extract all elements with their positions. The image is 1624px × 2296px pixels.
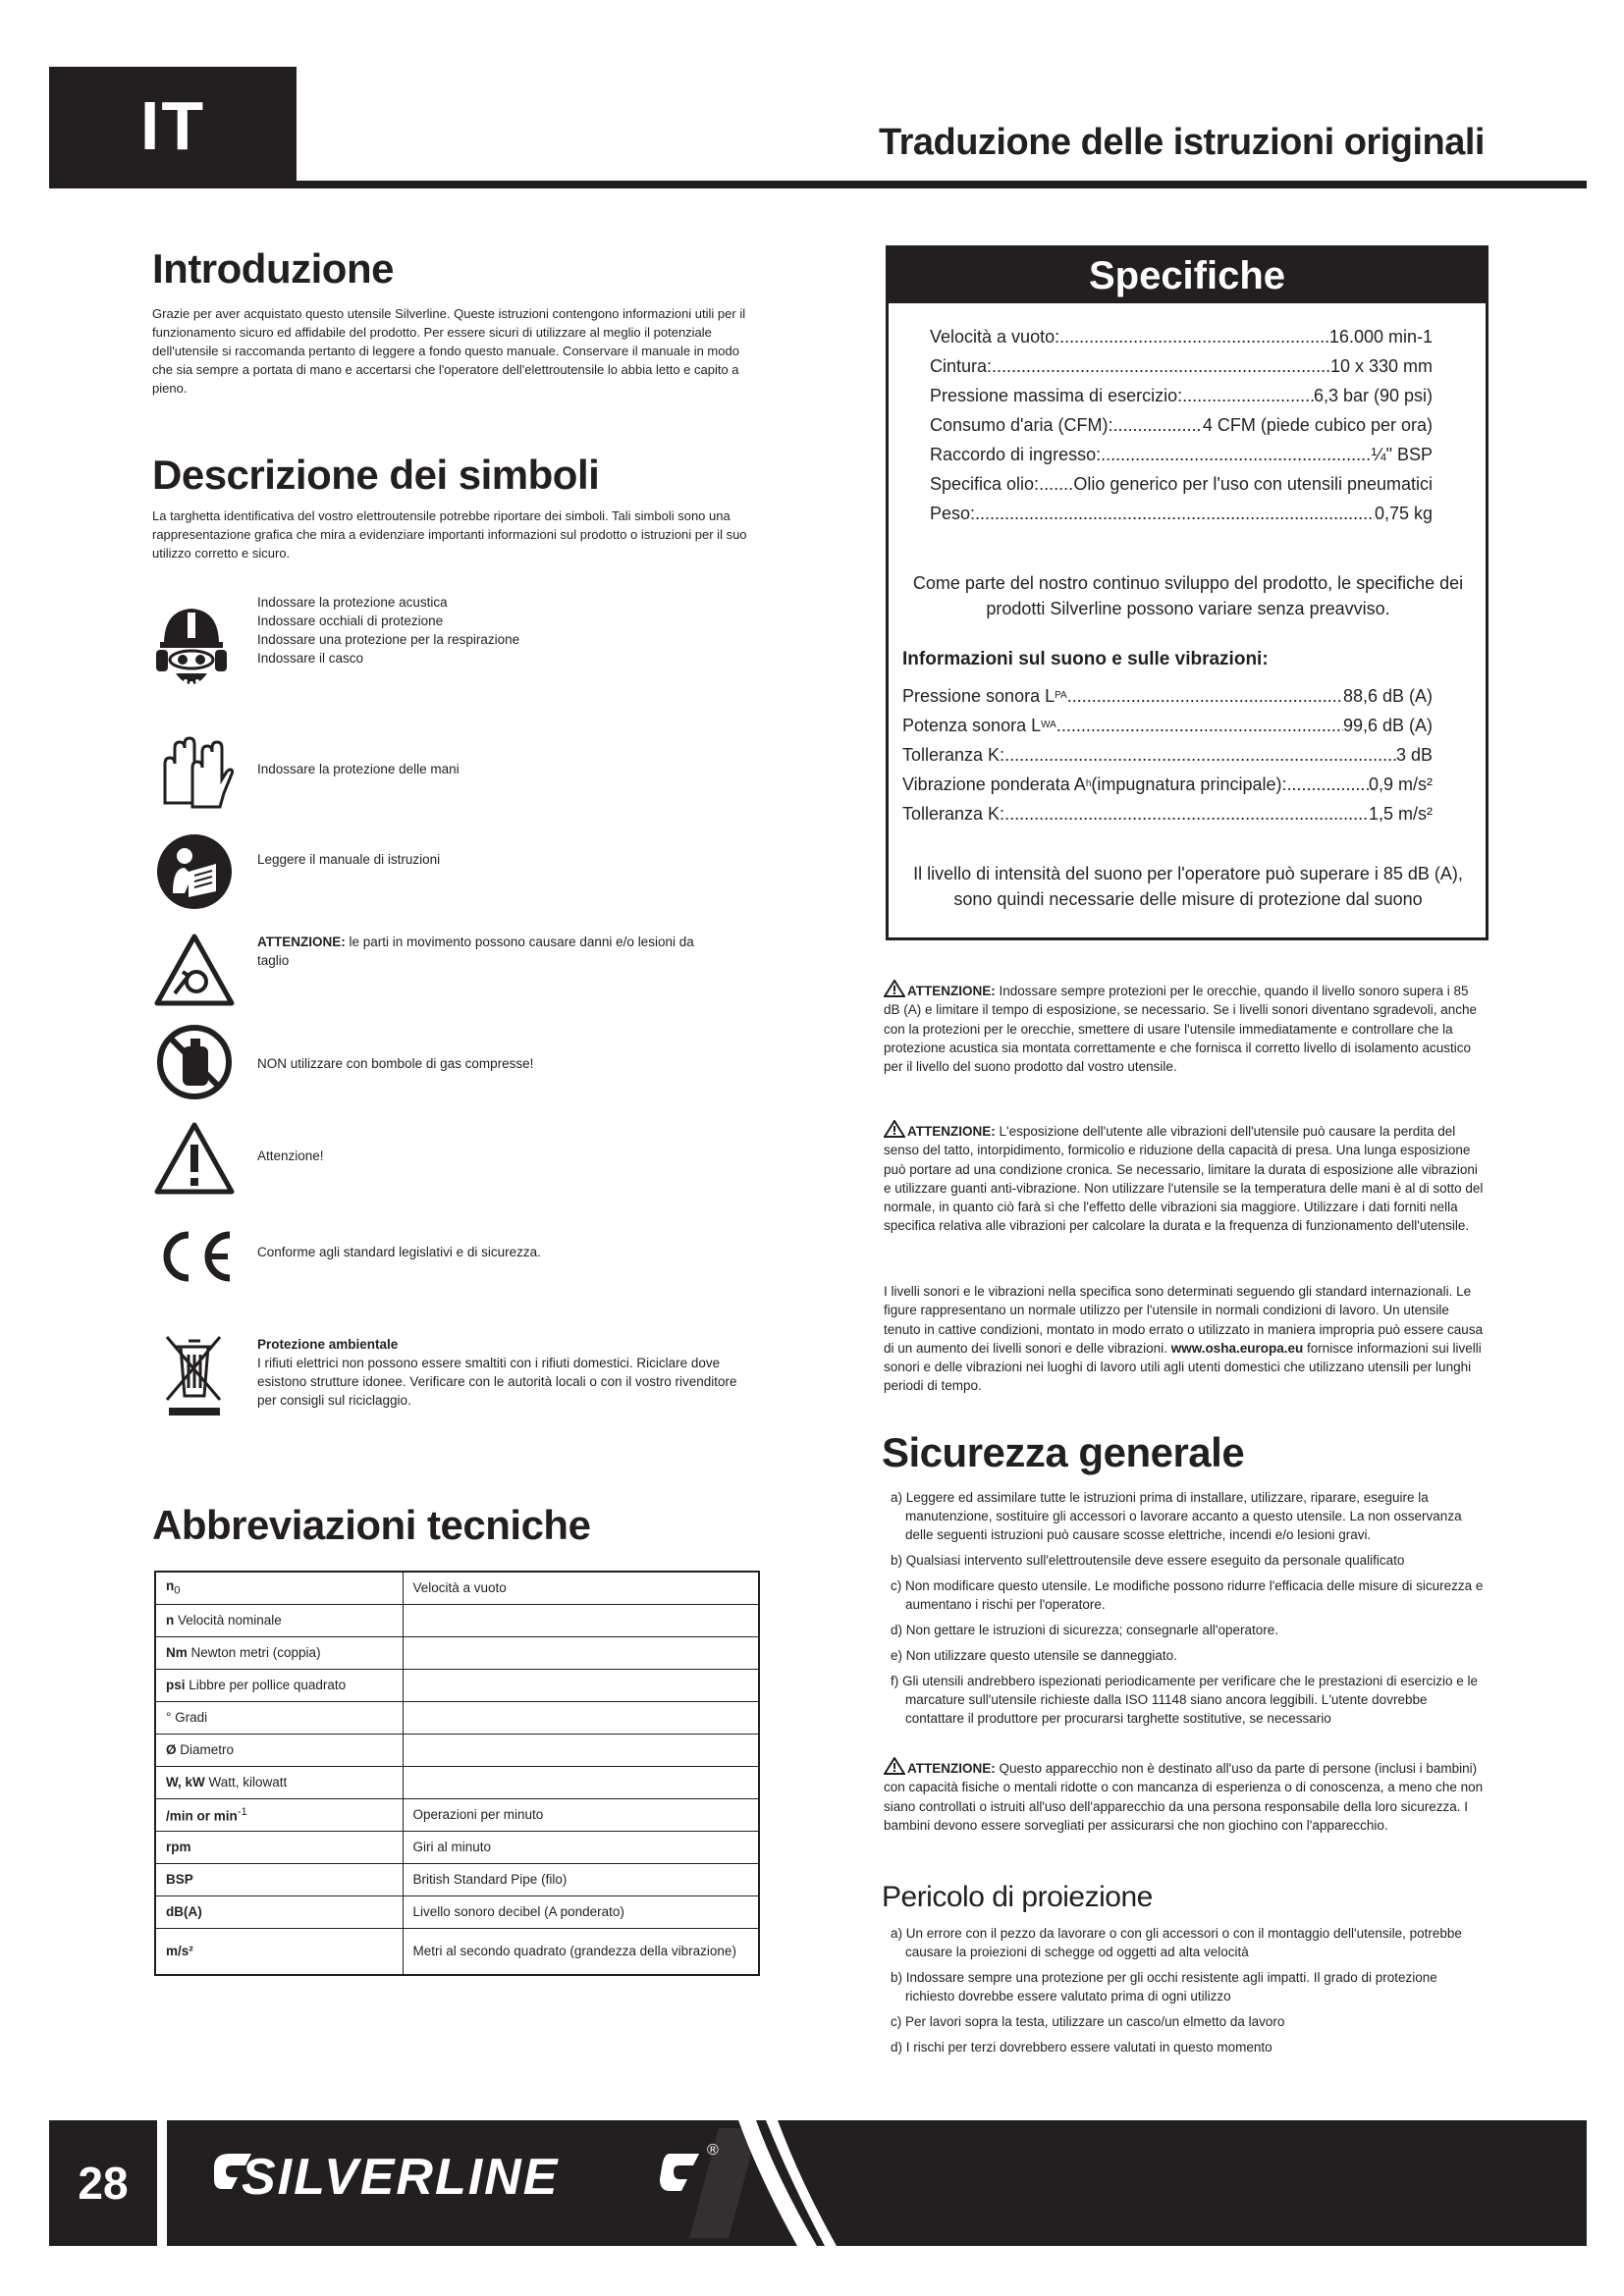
warning-triangle-icon bbox=[884, 980, 905, 997]
abbr-value: Operazioni per minuto bbox=[403, 1798, 759, 1831]
sound-note: Il livello di intensità del suono per l'operatore può superare i 85 dB (A), sono quindi necessarie delle misure di protezione dal suono bbox=[913, 864, 1463, 909]
sound-subscript: WA bbox=[1041, 720, 1056, 730]
gloves-text: Indossare la protezione delle mani bbox=[257, 762, 460, 776]
ce-mark-icon bbox=[153, 1227, 236, 1286]
list-item: c) Per lavori sopra la testa, utilizzare un casco/un elmetto da lavoro bbox=[891, 2014, 1285, 2029]
list-item: a) Un errore con il pezzo da lavorare o con gli accessori o con il montaggio dell'utensile, potrebbe causare la proiezioni di schegge od oggetti ad alta velocità bbox=[891, 1926, 1462, 1959]
osha-text: fornisce informazioni sui livelli sonori e delle vibrazioni nei luoghi di lavoro utili agli utenti domestici che utilizzano utensili per lunghi periodi di tempo. bbox=[884, 1340, 1482, 1394]
page-header-title: Traduzione delle istruzioni originali bbox=[878, 122, 1485, 163]
abbr-term bbox=[155, 1604, 403, 1636]
abbr-desc: Diametro bbox=[176, 1742, 235, 1757]
leader-dots bbox=[1182, 384, 1314, 407]
abbr-value bbox=[403, 1701, 759, 1734]
attention-icon bbox=[153, 1121, 236, 1196]
list-item: e) Non utilizzare questo utensile se danneggiato. bbox=[891, 1648, 1177, 1663]
footer-swoosh bbox=[699, 2120, 837, 2246]
environment-title: Protezione ambientale bbox=[257, 1337, 399, 1352]
ppe-line: Indossare la protezione acustica bbox=[257, 595, 448, 610]
abbr-term bbox=[155, 1701, 403, 1734]
abbr-term bbox=[155, 1669, 403, 1701]
spec-value: 16.000 min-1 bbox=[1328, 327, 1433, 347]
page-number: 28 bbox=[49, 2120, 157, 2246]
abbr-term bbox=[155, 1798, 403, 1831]
spec-row bbox=[930, 413, 1433, 437]
moving-parts-warning-icon bbox=[153, 933, 236, 1007]
spec-label: Raccordo di ingresso: bbox=[930, 445, 1102, 464]
weee-bin-icon bbox=[159, 1331, 228, 1419]
spec-label: Peso: bbox=[930, 504, 976, 523]
abbr-desc: Newton metri (coppia) bbox=[187, 1645, 321, 1660]
spec-label: Velocità a vuoto: bbox=[930, 327, 1060, 347]
warning-triangle-icon bbox=[884, 1757, 905, 1775]
safety-warning-text: Questo apparecchio non è destinato all'uso da parte di persone (inclusi i bambini) con capacità fisiche o mentali ridotte o con mancanza di esperienza o di conoscenza, a meno che non siano controllati o istruiti all'uso dell'apparecchio da una persona responsabile della loro sicurezza. I bambini devono essere sorvegliati per assicurarsi che non giochino con l'apparecchio. bbox=[884, 1761, 1484, 1833]
spec-value: 10 x 330 mm bbox=[1329, 356, 1433, 376]
gloves-icon bbox=[155, 734, 234, 813]
leader-dots bbox=[975, 502, 1375, 525]
warning-triangle-icon bbox=[884, 1120, 905, 1138]
abbr-desc: Libbre per pollice quadrato bbox=[185, 1678, 347, 1692]
table-row bbox=[155, 1766, 759, 1798]
abbr-symbol: W, kW bbox=[166, 1775, 205, 1789]
spec-note: Come parte del nostro continuo sviluppo del prodotto, le specifiche dei prodotti Silverline possono variare senza preavviso. bbox=[912, 573, 1464, 618]
standards-note bbox=[884, 1282, 1485, 1396]
spec-label: Cintura: bbox=[930, 356, 993, 376]
table-row bbox=[155, 1928, 759, 1975]
abbr-term bbox=[155, 1572, 403, 1604]
spec-value: 6,3 bar (90 psi) bbox=[1313, 386, 1433, 405]
abbr-desc: Velocità nominale bbox=[174, 1613, 282, 1628]
leader-dots bbox=[992, 354, 1330, 378]
leader-dots bbox=[1112, 413, 1202, 437]
table-row bbox=[155, 1798, 759, 1831]
no-gas-cylinder-icon bbox=[155, 1023, 234, 1101]
abbr-term bbox=[155, 1928, 403, 1975]
warning-vibration-text: L'esposizione dell'utente alle vibrazioni dell'utensile può causare la perdita del senso del tatto, intorpidimento, formicolio e riduzione della capacità di presa. Una lunga esposizione può portare ad una condizione cronica. Se necessario, limitare la durata di esposizione alle vibrazioni e utilizzare guanti anti-vibrazione. Non utilizzare l'utensile se la temperatura delle mani è al di sotto del normale, in quanto ciò farà sì che l'effetto delle vibrazioni sia maggiore. Utilizzare i dati forniti nella specifica relativa alle vibrazioni per calcolare la durata e la frequenza di funzionamento dell'utensile. bbox=[884, 1124, 1484, 1234]
abbr-term bbox=[155, 1766, 403, 1798]
spec-row bbox=[930, 502, 1433, 525]
list-item: a) Leggere ed assimilare tutte le istruzioni prima di installare, utilizzare, riparare, eseguire la manutenzione, sostituire gli accessori o lavorare accanto a questo utensile. La non osservanza delle seguenti istruzioni può causare scosse elettriche, incendi e/o lesioni gravi. bbox=[891, 1490, 1462, 1542]
abbr-value: Metri al secondo quadrato (grandezza della vibrazione) bbox=[403, 1928, 759, 1975]
warning-vibration-label: ATTENZIONE: bbox=[907, 1124, 996, 1139]
sound-label: Vibrazione ponderata A bbox=[902, 774, 1086, 794]
table-row bbox=[155, 1701, 759, 1734]
brand-name: SILVERLINE bbox=[242, 2149, 560, 2206]
intro-text: Grazie per aver acquistato questo utensile Silverline. Queste istruzioni contengono informazioni utili per il funzionamento sicuro ed affidabile del prodotto. Per essere sicuri di utilizzare al meglio il potenziale dell'utensile si raccomanda pertanto di leggere a fondo questo manuale. Conservare il manuale in modo che sia sempre a portata di mano e accertarsi che l'operatore dell'elettroutensile lo abbia letto e capito a pieno. bbox=[152, 306, 746, 396]
abbr-subscript: 0 bbox=[174, 1585, 181, 1598]
environment-text bbox=[257, 1335, 748, 1410]
safety-list bbox=[884, 1488, 1485, 1735]
environment-desc: I rifiuti elettrici non possono essere smaltiti con i rifiuti domestici. Riciclare dove esistono strutture idonee. Verificare con le autorità locali o con il vostro rivenditore per consigli sul riciclaggio. bbox=[257, 1356, 737, 1408]
sound-value: 3 dB bbox=[1395, 745, 1433, 765]
list-item: d) Non gettare le istruzioni di sicurezza; consegnarle all'operatore. bbox=[891, 1623, 1279, 1637]
abbr-symbol: psi bbox=[166, 1678, 186, 1692]
attention-text: Attenzione! bbox=[257, 1148, 324, 1163]
sound-label-extra: (impugnatura principale): bbox=[1091, 774, 1287, 794]
spec-value: 4 CFM (piede cubico per ora) bbox=[1202, 415, 1433, 435]
sound-row bbox=[902, 684, 1433, 708]
safety-warning-label: ATTENZIONE: bbox=[907, 1761, 996, 1776]
spec-box bbox=[886, 245, 1489, 940]
table-row bbox=[155, 1831, 759, 1863]
table-row bbox=[155, 1863, 759, 1896]
abbr-value bbox=[403, 1604, 759, 1636]
warning-noise-text: Indossare sempre protezioni per le orecchie, quando il livello sonoro supera i 85 dB (A) e limitare il tempo di esposizione, se necessario. Se i livelli sonori diventano sgradevoli, anche con la protezioni per le orecchie, smettere di usare l'utensile immediatamente e controllare che la protezione acustica sia montata correttamente e che fornisca il corretto livello di isolamento acustico per il livello del suono prodotto dal vostro utensile. bbox=[884, 984, 1478, 1075]
silverline-logo bbox=[208, 2128, 758, 2238]
abbr-title: Abbreviazioni tecniche bbox=[152, 1502, 591, 1548]
ppe-line: Indossare una protezione per la respirazione bbox=[257, 632, 520, 647]
table-row bbox=[155, 1636, 759, 1669]
warning-vibration bbox=[884, 1120, 1485, 1236]
list-item: f) Gli utensili andrebbero ispezionati periodicamente per verificare che le prestazioni di esercizio e le marcature sull'utensile richieste dalla ISO 11148 siano ancora leggibili. L'utente dovrebbe contattare il produttore per procurarsi targhette sostitutive, se necessario bbox=[891, 1674, 1479, 1726]
table-row bbox=[155, 1896, 759, 1928]
footer-divider bbox=[157, 2120, 167, 2246]
sound-value: 1,5 m/s² bbox=[1368, 804, 1433, 824]
leader-dots bbox=[1004, 802, 1369, 826]
leader-dots bbox=[1059, 325, 1329, 348]
abbr-value: British Standard Pipe (filo) bbox=[403, 1863, 759, 1896]
warning-noise bbox=[884, 980, 1485, 1076]
spec-value: 0,75 kg bbox=[1374, 504, 1433, 523]
abbr-desc: ° Gradi bbox=[166, 1710, 208, 1725]
list-item: d) I rischi per terzi dovrebbero essere valutati in questo momento bbox=[891, 2040, 1272, 2055]
safety-title: Sicurezza generale bbox=[882, 1429, 1245, 1475]
sound-row bbox=[902, 802, 1433, 826]
spec-row bbox=[930, 354, 1433, 378]
spec-title: Specifiche bbox=[889, 248, 1486, 303]
abbr-symbol: Nm bbox=[166, 1645, 188, 1660]
abbr-value bbox=[403, 1734, 759, 1766]
abbr-symbol: n bbox=[166, 1578, 175, 1594]
ppe-head-icon bbox=[152, 601, 231, 695]
sound-row bbox=[902, 743, 1433, 767]
safety-warning bbox=[884, 1757, 1485, 1835]
moving-parts-desc: le parti in movimento possono causare danni e/o lesioni da taglio bbox=[257, 934, 694, 968]
abbr-value bbox=[403, 1636, 759, 1669]
abbr-symbol: BSP bbox=[166, 1872, 193, 1887]
spec-row bbox=[930, 472, 1433, 496]
spec-label: Consumo d'aria (CFM): bbox=[930, 415, 1113, 435]
abbr-symbol: n bbox=[166, 1613, 175, 1628]
abbr-term bbox=[155, 1831, 403, 1863]
abbr-value: Livello sonoro decibel (A ponderato) bbox=[403, 1896, 759, 1928]
abbr-term bbox=[155, 1636, 403, 1669]
sound-value: 0,9 m/s² bbox=[1368, 774, 1433, 794]
osha-link[interactable]: www.osha.europa.eu bbox=[1170, 1340, 1304, 1356]
projection-list bbox=[884, 1924, 1485, 2063]
spec-value: ¼" BSP bbox=[1371, 445, 1433, 464]
ppe-line: Indossare occhiali di protezione bbox=[257, 614, 444, 628]
projection-title: Pericolo di proiezione bbox=[882, 1881, 1153, 1913]
table-row bbox=[155, 1572, 759, 1604]
spec-row bbox=[930, 443, 1433, 466]
sound-label: Potenza sonora L bbox=[902, 716, 1042, 735]
leader-dots bbox=[1101, 443, 1371, 466]
abbr-value: Velocità a vuoto bbox=[403, 1572, 759, 1604]
abbr-value bbox=[403, 1766, 759, 1798]
manual-text: Leggere il manuale di istruzioni bbox=[257, 852, 441, 867]
leader-dots bbox=[1286, 773, 1369, 796]
abbr-superscript: -1 bbox=[237, 1805, 247, 1818]
abbr-symbol: Ø bbox=[166, 1742, 177, 1757]
header-rule bbox=[49, 181, 1587, 188]
spec-value: Olio generico per l'uso con utensili pneumatici bbox=[1073, 474, 1433, 494]
symbols-title: Descrizione dei simboli bbox=[152, 452, 600, 498]
abbr-desc: Watt, kilowatt bbox=[204, 1775, 288, 1789]
sound-title: Informazioni sul suono e sulle vibrazioni: bbox=[902, 649, 1269, 669]
brand-registered: ® bbox=[707, 2142, 719, 2159]
read-manual-icon bbox=[155, 832, 234, 911]
abbr-term bbox=[155, 1896, 403, 1928]
gas-text: NON utilizzare con bombole di gas compresse! bbox=[257, 1056, 534, 1071]
list-item: c) Non modificare questo utensile. Le modifiche possono ridurre l'efficacia delle misure di sicurezza e aumentano i rischi per l'operatore. bbox=[891, 1578, 1484, 1612]
sound-label: Tolleranza K: bbox=[902, 804, 1005, 824]
ce-text: Conforme agli standard legislativi e di sicurezza. bbox=[257, 1245, 541, 1259]
sound-value: 99,6 dB (A) bbox=[1342, 716, 1433, 735]
table-row bbox=[155, 1604, 759, 1636]
abbr-table bbox=[154, 1571, 760, 1976]
language-badge: IT bbox=[49, 67, 297, 185]
leader-dots bbox=[1056, 714, 1343, 737]
leader-dots bbox=[1004, 743, 1396, 767]
moving-parts-label: ATTENZIONE: bbox=[257, 934, 346, 949]
leader-dots bbox=[1067, 684, 1343, 708]
sound-subscript: PA bbox=[1055, 690, 1067, 701]
ppe-text bbox=[257, 593, 650, 667]
abbr-term bbox=[155, 1863, 403, 1896]
abbr-symbol: m/s² bbox=[166, 1944, 193, 1959]
leader-dots bbox=[1039, 472, 1073, 496]
list-item: b) Qualsiasi intervento sull'elettroutensile deve essere eseguito da personale qualificato bbox=[891, 1553, 1405, 1568]
abbr-term bbox=[155, 1734, 403, 1766]
sound-row bbox=[902, 714, 1433, 737]
warning-noise-label: ATTENZIONE: bbox=[907, 984, 996, 998]
list-item: b) Indossare sempre una protezione per gli occhi resistente agli impatti. Il grado di protezione richiesto dovrebbe essere valutato prima di ogni utilizzo bbox=[891, 1970, 1437, 2003]
spec-label: Pressione massima di esercizio: bbox=[930, 386, 1183, 405]
abbr-symbol: rpm bbox=[166, 1840, 191, 1854]
intro-title: Introduzione bbox=[152, 245, 394, 292]
table-row bbox=[155, 1669, 759, 1701]
sound-label: Tolleranza K: bbox=[902, 745, 1005, 765]
abbr-symbol: dB(A) bbox=[166, 1904, 202, 1919]
spec-row bbox=[930, 325, 1433, 348]
abbr-symbol: /min or min bbox=[166, 1808, 238, 1824]
spec-row bbox=[930, 384, 1433, 407]
moving-parts-text bbox=[257, 933, 719, 970]
standards-text: I livelli sonori e le vibrazioni nella specifica sono determinati seguendo gli standard internazionali. Le figure rappresentano un normale utilizzo per l'utensile in normali condizioni di lavoro. Un utensile tenuto in cattive condizioni, montato in modo errato o utilizzato in maniera impropria può essere causa di un aumento dei livelli sonori e delle vibrazioni. bbox=[884, 1284, 1484, 1356]
table-row bbox=[155, 1734, 759, 1766]
sound-row bbox=[902, 773, 1433, 796]
sound-value: 88,6 dB (A) bbox=[1342, 686, 1433, 706]
spec-label: Specifica olio: bbox=[930, 474, 1040, 494]
sound-label: Pressione sonora L bbox=[902, 686, 1056, 706]
ppe-line: Indossare il casco bbox=[257, 651, 364, 666]
abbr-value: Giri al minuto bbox=[403, 1831, 759, 1863]
abbr-value bbox=[403, 1669, 759, 1701]
sound-subscript: h bbox=[1085, 778, 1092, 789]
symbols-intro: La targhetta identificativa del vostro elettroutensile potrebbe riportare dei simboli. Tali simboli sono una rappresentazione grafica che mira a evidenziare importanti informazioni sul prodotto o istruzioni per il suo utilizzo corretto e sicuro. bbox=[152, 508, 747, 561]
